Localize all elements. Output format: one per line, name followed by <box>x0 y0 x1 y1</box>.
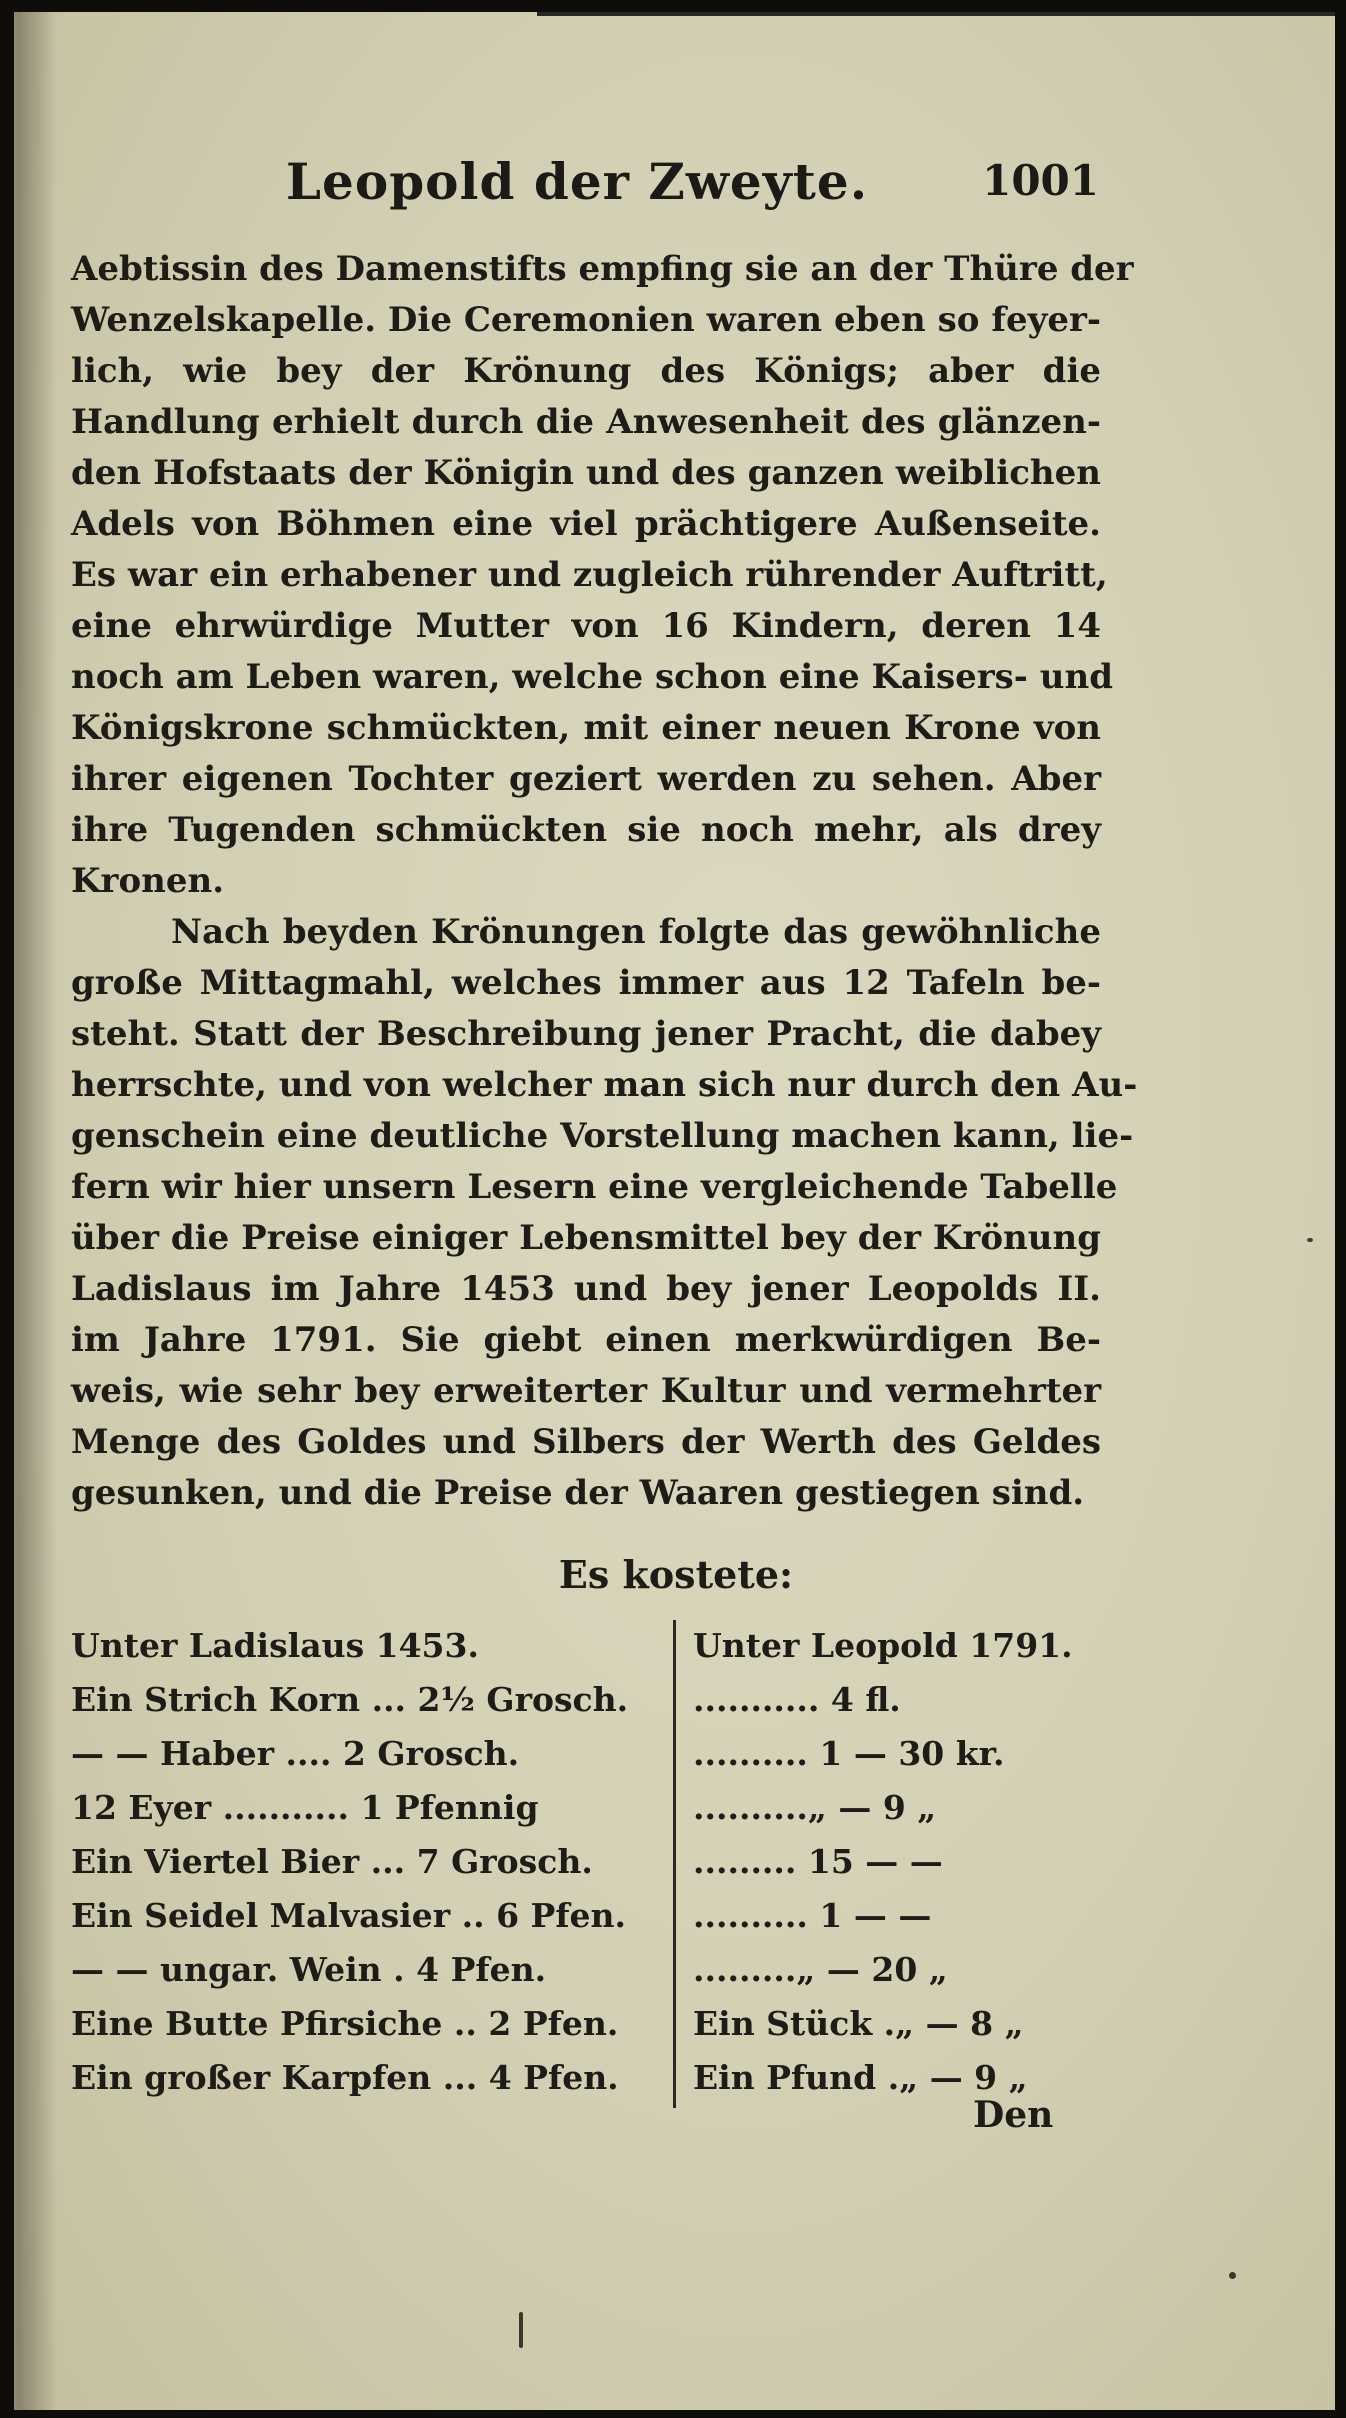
text-line: Wenzelskapelle. Die Ceremonien waren eben so feyer- <box>71 300 1101 340</box>
price-1791: .......... 1 — 30 kr. <box>693 1734 1005 1773</box>
catchword: Den <box>973 2094 1054 2136</box>
text-line: weis, wie sehr bey erweiterter Kultur und vermehrter <box>71 1371 1101 1411</box>
table-row <box>71 1836 1111 1888</box>
price-1791: Ein Pfund .„ — 9 „ <box>693 2058 1028 2097</box>
text-line: große Mittagmahl, welches immer aus 12 Tafeln be- <box>71 963 1101 1003</box>
table-row <box>71 1998 1111 2050</box>
text-line: ihrer eigenen Tochter geziert werden zu sehen. Aber <box>71 759 1101 799</box>
text-line: lich, wie bey der Krönung des Königs; aber die <box>71 351 1101 391</box>
price-1453: — — Haber .... 2 Grosch. <box>71 1734 520 1773</box>
text-line: über die Preise einiger Lebensmittel bey der Krönung <box>71 1218 1101 1258</box>
price-1453: — — ungar. Wein . 4 Pfen. <box>71 1950 547 1989</box>
price-1453: Ein Strich Korn ... 2½ Grosch. <box>71 1680 629 1719</box>
price-1791: Ein Stück .„ — 8 „ <box>693 2004 1024 2043</box>
text-line: den Hofstaats der Königin und des ganzen weiblichen <box>71 453 1101 493</box>
text-line: ihre Tugenden schmückten sie noch mehr, als drey <box>71 810 1101 850</box>
text-line: fern wir hier unsern Lesern eine vergleichende Tabelle <box>71 1167 1118 1207</box>
price-1791: ........... 4 fl. <box>693 1680 901 1719</box>
text-line: noch am Leben waren, welche schon eine Kaisers- und <box>71 657 1113 697</box>
page-edge <box>537 12 1335 16</box>
price-1453: Ein großer Karpfen ... 4 Pfen. <box>71 2058 619 2097</box>
text-line: Königskrone schmückten, mit einer neuen Krone von <box>71 708 1101 748</box>
text-line: im Jahre 1791. Sie giebt einen merkwürdigen Be- <box>71 1320 1101 1360</box>
paper-speck <box>1229 2272 1236 2279</box>
paragraph-2 <box>71 907 1138 1519</box>
price-1791: ..........„ — 9 „ <box>693 1788 937 1827</box>
table-row <box>71 1944 1111 1996</box>
header-left: Unter Ladislaus 1453. <box>71 1626 479 1665</box>
text-line: steht. Statt der Beschreibung jener Pracht, die dabey <box>71 1014 1101 1054</box>
price-1453: 12 Eyer ........... 1 Pfennig <box>71 1788 539 1827</box>
table-caption: Es kostete: <box>558 1552 794 1597</box>
text-line: Kronen. <box>71 861 225 901</box>
table-row <box>71 1782 1111 1834</box>
table-row <box>71 1674 1111 1726</box>
text-line: Aebtissin des Damenstifts empfing sie an der Thüre der <box>71 249 1134 289</box>
price-1791: .......... 1 — — <box>693 1896 932 1935</box>
text-line: herrschte, und von welcher man sich nur durch den Au- <box>71 1065 1138 1105</box>
running-title: Leopold der Zweyte. <box>285 152 869 211</box>
body-text <box>71 244 1138 1519</box>
text-line: gesunken, und die Preise der Waaren gestiegen sind. <box>71 1473 1085 1513</box>
gutter-shadow <box>17 12 57 2410</box>
book-page <box>14 12 1335 2410</box>
price-1453: Ein Viertel Bier ... 7 Grosch. <box>71 1842 593 1881</box>
price-1453: Ein Seidel Malvasier .. 6 Pfen. <box>71 1896 627 1935</box>
text-line: Adels von Böhmen eine viel prächtigere Außenseite. <box>71 504 1101 544</box>
table-row <box>71 1890 1111 1942</box>
price-1791: ......... 15 — — <box>693 1842 943 1881</box>
table-header-row <box>71 1620 1111 1672</box>
table-row <box>71 1728 1111 1780</box>
text-line: eine ehrwürdige Mutter von 16 Kindern, deren 14 <box>71 606 1101 646</box>
text-line: Handlung erhielt durch die Anwesenheit des glänzen- <box>71 402 1101 442</box>
price-1791: .........„ — 20 „ <box>693 1950 948 1989</box>
paragraph-1 <box>71 244 1134 907</box>
running-header <box>57 152 1097 222</box>
text-line: Es war ein erhabener und zugleich rührender Auftritt, <box>71 555 1108 595</box>
text-line: Nach beyden Krönungen folgte das gewöhnliche <box>171 912 1101 952</box>
price-1453: Eine Butte Pfirsiche .. 2 Pfen. <box>71 2004 619 2043</box>
header-right: Unter Leopold 1791. <box>693 1626 1073 1665</box>
text-line: Menge des Goldes und Silbers der Werth des Geldes <box>71 1422 1101 1462</box>
paper-speck <box>519 2312 523 2348</box>
text-line: Ladislaus im Jahre 1453 und bey jener Leopolds II. <box>71 1269 1101 1309</box>
table-row <box>71 2052 1111 2104</box>
text-line: genschein eine deutliche Vorstellung machen kann, lie- <box>71 1116 1134 1156</box>
page-number: 1001 <box>982 156 1099 205</box>
paper-speck <box>1307 1238 1313 1242</box>
